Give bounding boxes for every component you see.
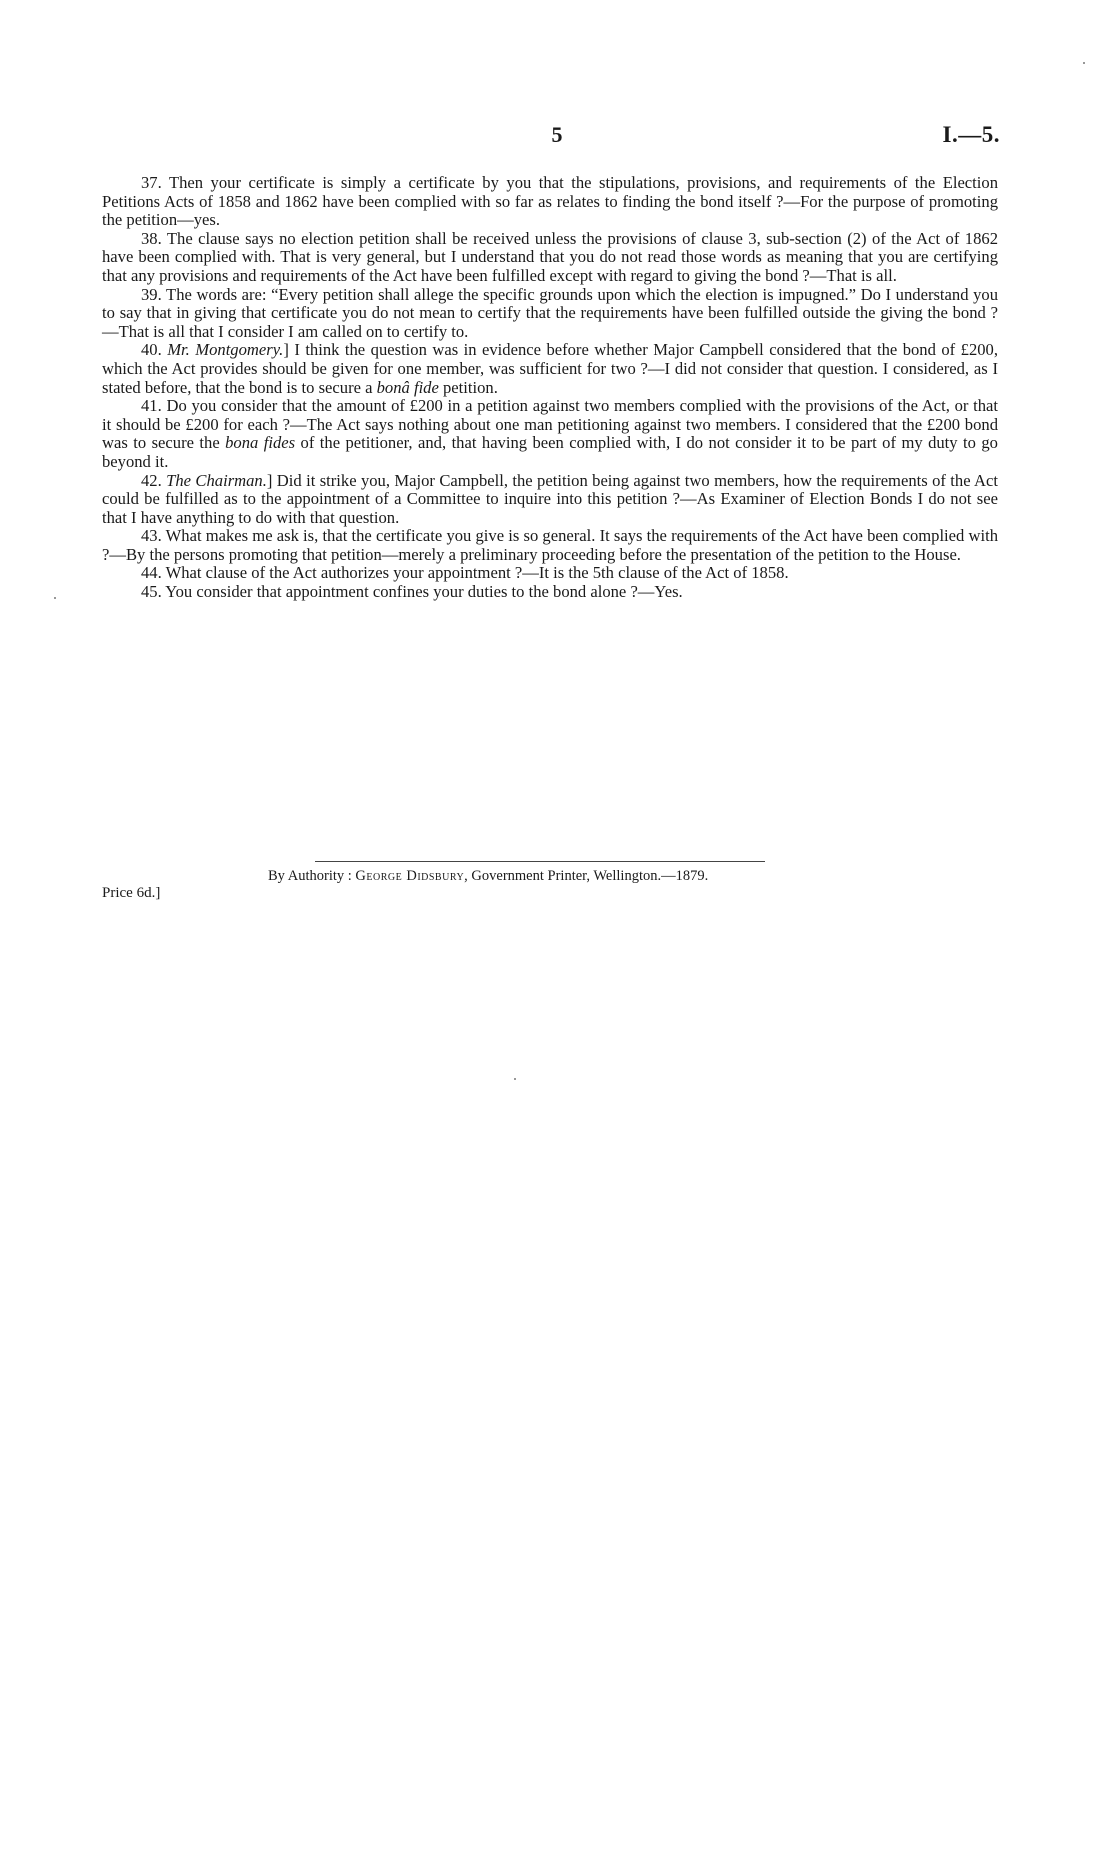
authority-suffix: , Government Printer, Wellington.—1879. (464, 868, 709, 884)
q40-speaker: Mr. Montgomery. (167, 340, 284, 360)
q42-speaker: The Chairman. (166, 470, 267, 490)
authority-prefix: By Authority : (268, 868, 356, 884)
q45-text: 45. You consider that appointment confines your duties to the bond alone ?—Yes. (141, 582, 683, 602)
q40-number: 40. (141, 340, 168, 360)
paragraph-q43 (102, 527, 998, 564)
paragraph-q42 (102, 472, 998, 528)
paragraph-q44 (102, 564, 998, 583)
testimony-body (102, 174, 998, 602)
page-number: 5 (551, 122, 563, 147)
q42-text: ] Did it strike you, Major Campbell, the petition being against two members, how the requirements of the Act could be fulfilled as to the appointment of a Committee to inquire into this petition ?—As Examiner of Election Bonds I do not see that I have anything to do with that question. (102, 470, 999, 527)
q39-text: 39. The words are: “Every petition shall allege the specific grounds upon which the election is impugned.” Do I understand you to say that in giving that certificate you do not mean to certify that the requirements have been fulfilled outside the giving the bond ?—That is all that I consider I am called on to certify to. (102, 284, 998, 341)
paragraph-q41 (102, 397, 998, 471)
paragraph-q45 (102, 583, 998, 602)
printer-name: George Didsbury (355, 868, 465, 884)
paragraph-q40 (102, 341, 998, 397)
scan-speck (54, 597, 56, 599)
q40-text: ] I think the question was in evidence before whether Major Campbell considered that the bond of £200, which the Act provides should be given for one member, was sufficient for two ?—I did not consider that question. I considered, as I stated before, that the bond is to secure a (102, 340, 998, 397)
q37-text: 37. Then your certificate is simply a certificate by you that the stipulations, provisions, and requirements of the Election Petitions Acts of 1858 and 1862 have been complied with so far as relates to finding the bond itself ?—For the purpose of promoting the petition—yes. (102, 173, 998, 230)
q41-text: 41. Do you consider that the amount of £200 in a petition against two members complied with the provisions of the Act, or that it should be £200 for each ?—The Act says nothing about one man petitioning against two members. I considered that the £200 bond was to secure the (102, 396, 998, 453)
paragraph-q38 (102, 230, 998, 286)
price-note: Price 6d.] (102, 885, 161, 901)
q44-text: 44. What clause of the Act authorizes your appointment ?—It is the 5th clause of the Act of 1858. (141, 563, 789, 583)
scan-speck (1083, 62, 1085, 64)
footer-divider (315, 861, 765, 862)
printer-authority (268, 868, 708, 885)
q43-text: 43. What makes me ask is, that the certificate you give is so general. It says the requirements of the Act have been complied with ?—By the persons promoting that petition—merely a preliminary proceeding before the presentation of the petition to the House. (102, 526, 998, 564)
q42-number: 42. (141, 470, 167, 490)
q41-latin-term: bona fides (225, 433, 296, 453)
q40-latin-term: bonâ fide (376, 377, 439, 397)
paragraph-q37 (102, 174, 998, 230)
q38-text: 38. The clause says no election petition shall be received unless the provisions of clause 3, sub-section (2) of the Act of 1862 have been complied with. That is very general, but I understand that you do not read those words as meaning that you are certifying that any provisions and requirements of the Act have been fulfilled except with regard to giving the bond ?—That is all. (102, 228, 998, 285)
q41-text-end: of the petitioner, and, that having been complied with, I do not consider it to be part of my duty to go beyond it. (102, 433, 998, 471)
paper-reference: I.—5. (942, 122, 1000, 147)
scan-speck (514, 1078, 516, 1080)
q40-text-end: petition. (438, 377, 498, 397)
paragraph-q39 (102, 286, 998, 342)
